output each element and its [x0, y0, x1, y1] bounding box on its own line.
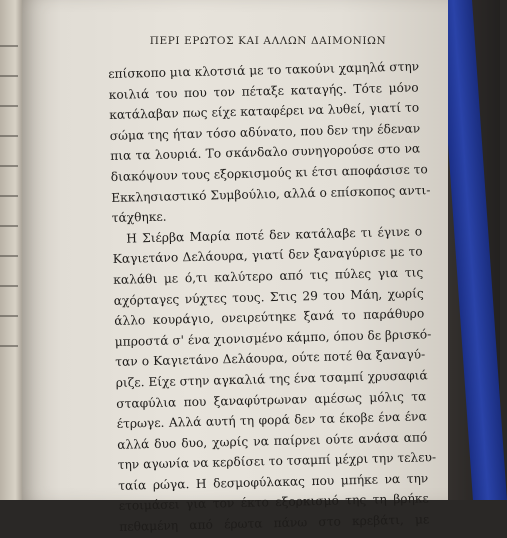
text-line: καλάθι με ό,τι καλύτερο από τις πύλες για τις [113, 265, 424, 287]
running-head: ΠΕΡΙ ΕΡΩΤΟΣ ΚΑΙ ΑΛΛΩΝ ΔΑΙΜΟΝΙΩΝ [149, 35, 387, 47]
previous-page-text-fragment [0, 30, 18, 360]
text-line: σώμα της ήταν τόσο αδύνατο, που δεν την έδεναν [109, 121, 421, 143]
text-line: μπροστά σ' ένα χιονισμένο κάμπο, όπου δε βρισκό- [114, 326, 432, 349]
text-line: αλλά δυο δυο, χωρίς να παίρνει ούτε ανάσα από [117, 430, 428, 452]
text-line: σταφύλια που ξαναφύτρωναν αμέσως μόλις τα [116, 388, 427, 411]
text-line: πεθαμένη από έρωτα πάνω στο κρεβάτι, με [119, 512, 430, 534]
text-line: κοιλιά του που τον πέταξε καταγής. Τότε μόνο [108, 80, 419, 102]
text-line: επίσκοπο μια κλοτσιά με το τακούνι χαμηλά στην [108, 59, 420, 81]
text-line: Καγιετάνο Δελάουρα, γιατί δεν ξαναγύρισε με το [112, 244, 423, 267]
page-body-text [108, 56, 437, 537]
text-line: τάχθηκε. [111, 209, 167, 226]
text-line: άλλο κουράγιο, ονειρεύτηκε ξανά το παράθυρο [114, 306, 425, 329]
text-line: έτρωγε. Αλλά αυτή τη φορά δεν τα έκοβε ένα ένα [116, 409, 427, 431]
text-line: κατάλαβαν πως είχε καταφέρει να λυθεί, γιατί το [109, 100, 420, 123]
previous-page-edge [0, 0, 22, 500]
text-line: την αγωνία να κερδίσει το τσαμπί μέχρι την τελευ- [117, 450, 437, 473]
text-line: ετοιμάσει για τον έκτο εξορκισμό της τη βρήκε [118, 491, 429, 514]
text-line: Η Σιέρβα Μαρία ποτέ δεν κατάλαβε τι έγινε ο [126, 224, 423, 246]
text-line: Εκκλησιαστικό Συμβούλιο, αλλά ο επίσκοπος αντι- [111, 182, 431, 205]
text-line: ριζε. Είχε στην αγκαλιά της ένα τσαμπί χρυσαφιά [115, 368, 428, 390]
text-line: ταν ο Καγιετάνο Δελάουρα, ούτε ποτέ θα ξαναγύ- [115, 347, 426, 370]
text-line: αχόρταγες νύχτες τους. Στις 29 του Μάη, χωρίς [113, 285, 424, 308]
text-line: διακόψουν τους εξορκισμούς κι έτσι αποφάσισε το [110, 162, 428, 184]
text-line: ταία ρώγα. Η δεσμοφύλακας που μπήκε να την [118, 471, 429, 493]
text-line: πια τα λουριά. Το σκάνδαλο συνηγορούσε στο να [110, 141, 421, 164]
book-page [18, 0, 448, 534]
